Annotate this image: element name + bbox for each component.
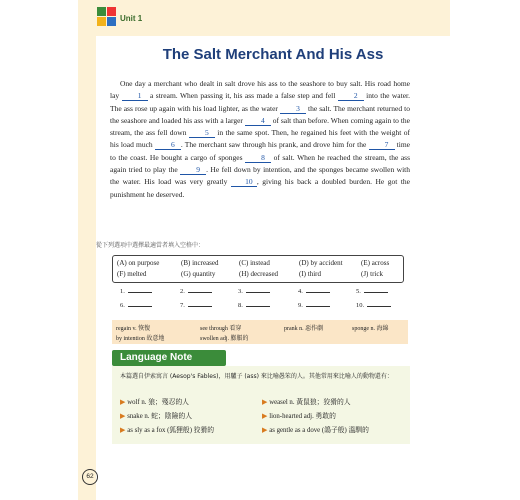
blank-8[interactable]: 8 (245, 154, 271, 163)
note-item: ▶ lion-hearted adj. 勇敢的 (262, 413, 336, 420)
answer-field-4[interactable] (306, 292, 330, 293)
option-b: (B) increased (181, 259, 219, 267)
page-title: The Salt Merchant And His Ass (162, 46, 384, 63)
option-g: (G) quantity (181, 270, 216, 278)
language-note-intro: 本篇選自伊索寓言 (Aesop's Fables)，用驢子 (ass) 來比喻愚笨的人。其他常用來比喻人的動物還有： (120, 373, 393, 380)
blank-2[interactable]: 2 (338, 92, 364, 101)
vocab-item: by intention 故意地 (116, 336, 165, 342)
side-band (78, 0, 96, 500)
unit-label: Unit 1 (120, 14, 143, 23)
triangle-bullet-icon: ▶ (262, 413, 268, 420)
answer-field-6[interactable] (128, 306, 152, 307)
answer-label: 3. (238, 288, 243, 295)
answer-field-7[interactable] (188, 306, 212, 307)
answer-label: 5. (356, 288, 361, 295)
answer-label: 4. (298, 288, 303, 295)
answer-field-9[interactable] (306, 306, 330, 307)
option-c: (C) instead (239, 259, 270, 267)
language-note-box (112, 366, 410, 444)
answer-label: 10. (356, 302, 365, 309)
answer-label: 8. (238, 302, 243, 309)
answer-field-8[interactable] (246, 306, 270, 307)
blank-3[interactable]: 3 (280, 105, 306, 114)
page-number: 62 (82, 469, 98, 485)
puzzle-icon (96, 6, 118, 28)
answer-label: 7. (180, 302, 185, 309)
answer-field-1[interactable] (128, 292, 152, 293)
blank-4[interactable]: 4 (245, 117, 271, 126)
options-box (112, 255, 404, 283)
answer-label: 6. (120, 302, 125, 309)
blank-10[interactable]: 10 (231, 178, 257, 187)
option-j: (J) trick (361, 270, 383, 278)
blank-9[interactable]: 9 (180, 166, 206, 175)
triangle-bullet-icon: ▶ (262, 399, 268, 406)
triangle-bullet-icon: ▶ (120, 413, 126, 420)
blank-6[interactable]: 6 (155, 141, 181, 150)
blank-5[interactable]: 5 (189, 129, 215, 138)
vocab-item: regain v. 恢復 (116, 326, 151, 332)
note-item: ▶ snake n. 蛇；陰險的人 (120, 413, 192, 420)
triangle-bullet-icon: ▶ (120, 399, 126, 406)
blank-7[interactable]: 7 (369, 141, 395, 150)
vocab-item: swollen adj. 膨脹的 (200, 336, 249, 342)
answer-field-10[interactable] (367, 306, 391, 307)
note-item: ▶ weasel n. 黃鼠狼；狡猾的人 (262, 399, 351, 406)
answer-field-3[interactable] (246, 292, 270, 293)
option-d: (D) by accident (299, 259, 343, 267)
triangle-bullet-icon: ▶ (262, 427, 268, 434)
option-i: (I) third (299, 270, 321, 278)
note-item: ▶ as sly as a fox (狐狸般) 狡猾的 (120, 427, 215, 434)
vocab-item: prank n. 惡作劇 (284, 326, 324, 332)
vocabulary-box (112, 320, 408, 344)
option-h: (H) decreased (239, 270, 279, 278)
answer-label: 2. (180, 288, 185, 295)
vocab-item: see through 看穿 (200, 326, 242, 332)
note-item: ▶ as gentle as a dove (鴿子般) 溫馴的 (262, 427, 369, 434)
option-a: (A) on purpose (117, 259, 160, 267)
answer-field-2[interactable] (188, 292, 212, 293)
answer-field-5[interactable] (364, 292, 388, 293)
option-f: (F) melted (117, 270, 147, 278)
vocab-item: sponge n. 海綿 (352, 326, 389, 332)
answer-label: 9. (298, 302, 303, 309)
note-item: ▶ wolf n. 狼；殘忍的人 (120, 399, 189, 406)
story-passage: One day a merchant who dealt in salt drove his ass to the seashore to buy salt. His road home lay 1 a stream. When passing it, his ass made a false step and fell 2 into the water. The ass rose up again with his load lighter, as the water 3 the salt. The merchant returned to the seashore and loaded his ass with a larger 4 of salt than before. When coming again to the stream, the ass fell down 5 in the same spot. Then, he regained his feet with the weight of his load much 6 . The merchant saw through his prank, and drove him for the 7 time to the coast. He bought a cargo of sponges 8 of salt. When he reached the stream, the ass again tried to play the 9 . He fell down by intention, and the sponges became swollen with the water. His load was very greatly 10 , giving his back a doubled burden. He got the punishment he deserved. (110, 79, 411, 199)
option-e: (E) across (361, 259, 390, 267)
language-note-heading: Language Note (112, 350, 226, 366)
blank-1[interactable]: 1 (122, 92, 148, 101)
triangle-bullet-icon: ▶ (120, 427, 126, 434)
answer-label: 1. (120, 288, 125, 295)
instruction: 從下列選項中選擇最適當者填入空格中： (96, 242, 205, 249)
